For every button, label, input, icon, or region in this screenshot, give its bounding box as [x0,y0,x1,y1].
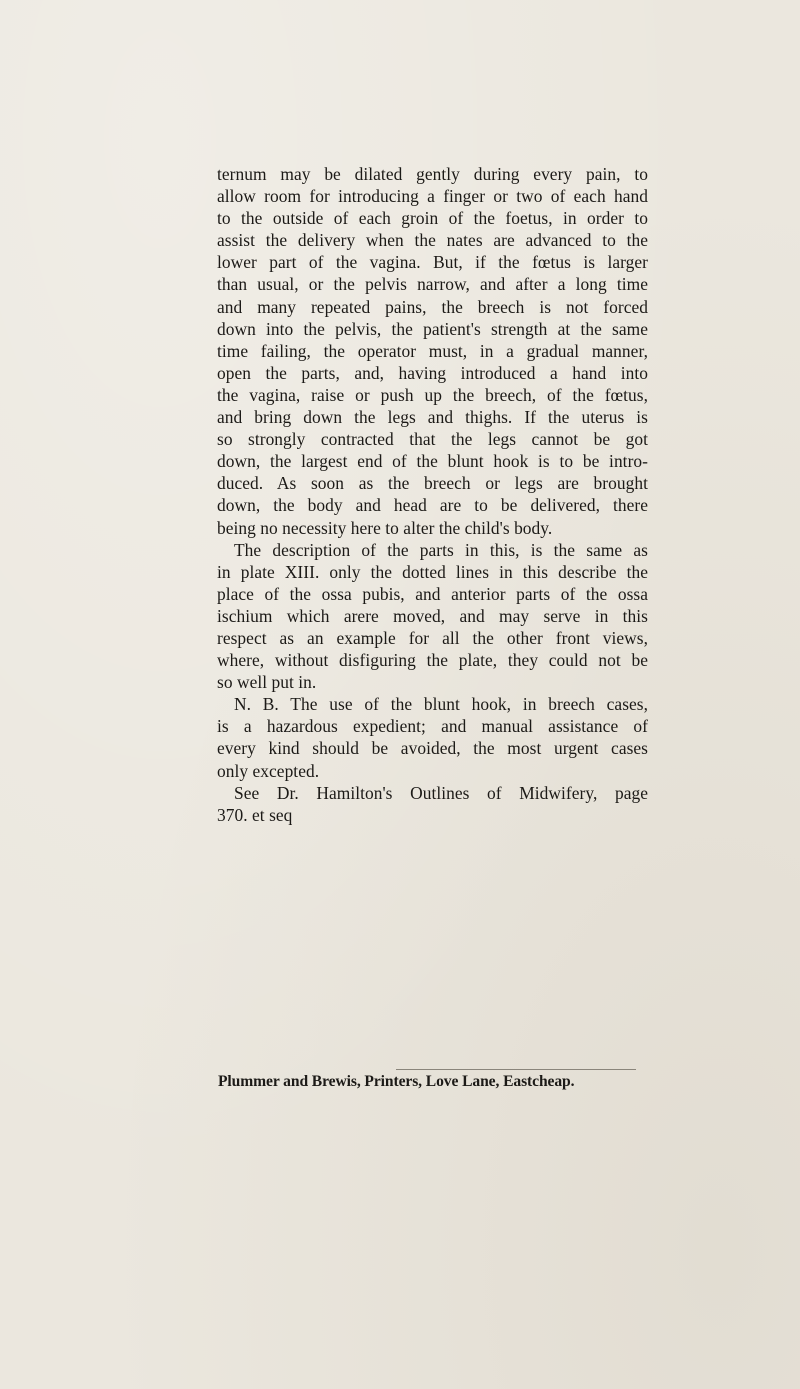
text-line: and many repeated pains, the breech is not forced [217,296,648,317]
body-text [217,163,648,826]
paragraph-reference [217,782,648,826]
text-line: so strongly contracted that the legs cannot be got [217,429,648,450]
divider-rule [396,1069,636,1070]
text-line: down into the pelvis, the patient's strength at the same [217,318,648,339]
text-line: to the outside of each groin of the foetus, in order to [217,208,648,229]
text-line: ternum may be dilated gently during every pain, to [217,164,648,184]
text-line: place of the ossa pubis, and anterior parts of the ossa [217,583,648,604]
text-line: time failing, the operator must, in a gradual manner, [217,340,648,361]
text-line: the vagina, raise or push up the breech, of the fœtus, [217,384,648,405]
text-line: where, without disfiguring the plate, they could not be [217,650,648,671]
text-line: down, the largest end of the blunt hook is to be intro- [217,451,648,472]
text-line: allow room for introducing a finger or two of each hand [217,186,648,207]
text-line: in plate XIII. only the dotted lines in this describe the [217,561,648,582]
text-line: The description of the parts in this, is the same as [234,539,648,560]
text-line: open the parts, and, having introduced a hand into [217,362,648,383]
text-line: being no necessity here to alter the child's body. [217,517,553,538]
text-line: and bring down the legs and thighs. If the uterus is [217,407,648,428]
text-line: lower part of the vagina. But, if the fœtus is larger [217,252,648,273]
paragraph-nota-bene [217,693,648,781]
text-line: duced. As soon as the breech or legs are brought [217,473,648,494]
text-line: 370. et seq [217,804,293,825]
paragraph-breech-delivery [217,163,648,539]
text-line: down, the body and head are to be delivered, there [217,495,648,516]
text-line: is a hazardous expedient; and manual assistance of [217,716,648,737]
text-line: See Dr. Hamilton's Outlines of Midwifery, page [234,782,648,803]
text-line: respect as an example for all the other front views, [217,627,648,648]
text-line: every kind should be avoided, the most urgent cases [217,738,648,759]
text-line: assist the delivery when the nates are advanced to the [217,230,648,251]
text-line: so well put in. [217,672,317,693]
paragraph-plate-description [217,539,648,694]
text-line: N. B. The use of the blunt hook, in breech cases, [234,694,648,715]
text-line: ischium which arere moved, and may serve in this [217,605,648,626]
text-line: than usual, or the pelvis narrow, and after a long time [217,274,648,295]
printer-imprint: Plummer and Brewis, Printers, Love Lane, Eastcheap. [218,1073,575,1090]
text-line: only excepted. [217,760,320,781]
